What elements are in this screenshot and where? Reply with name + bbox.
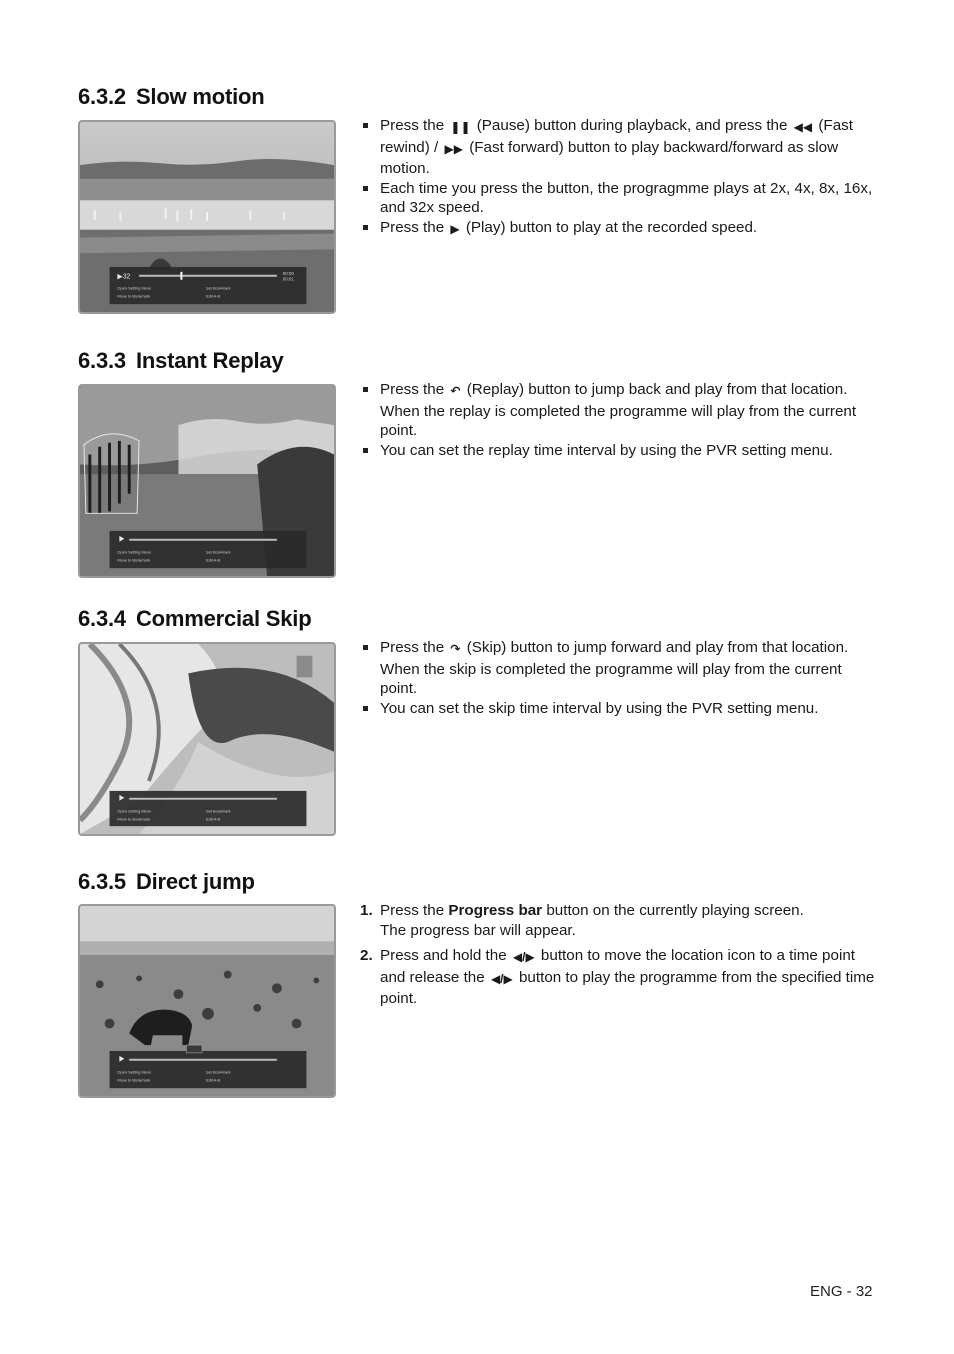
bullet-item: Press the ❚❚ (Pause) button during playback, and press the ◀◀ (Fast rewind) / ▶▶ (Fast forward) button to play backward/forward as slow motion. bbox=[362, 116, 878, 179]
section-title: 6.3.2 Slow motion bbox=[78, 84, 265, 109]
section-direct-jump bbox=[78, 869, 878, 1109]
section-slow-motion bbox=[78, 84, 878, 324]
section-title: 6.3.4 Commercial Skip bbox=[78, 606, 312, 631]
replay-icon: ↶ bbox=[450, 384, 461, 398]
osd-menu-right-1: Set Bookmark bbox=[206, 549, 231, 555]
screenshot-instant-replay bbox=[78, 384, 336, 578]
osd-menu-right-1: Set Bookmark bbox=[206, 808, 231, 814]
progress-bar-label: Progress bar bbox=[448, 902, 543, 919]
section-instant-replay bbox=[78, 348, 878, 588]
osd-menu-right-2: Edit A-B bbox=[206, 1077, 221, 1083]
section-commercial-skip bbox=[78, 606, 878, 846]
osd-menu-left-1: Open Setting Menu bbox=[117, 549, 152, 555]
bullet-item: You can set the replay time interval by using the PVR setting menu. bbox=[362, 441, 878, 461]
bullet-item: Each time you press the button, the progragmme plays at 2x, 4x, 8x, 16x, and 32x speed. bbox=[362, 179, 878, 218]
left-right-arrow-icon: ◀/▶ bbox=[512, 950, 535, 964]
osd-menu-right-1: Set Bookmark bbox=[206, 285, 231, 291]
section-body bbox=[362, 638, 878, 718]
pause-icon: ❚❚ bbox=[450, 120, 471, 134]
section-title: 6.3.5 Direct jump bbox=[78, 869, 255, 894]
osd-speed: ▶32 bbox=[117, 273, 131, 281]
osd-menu-left-1: Open Setting Menu bbox=[117, 285, 152, 291]
fast-forward-icon: ▶▶ bbox=[444, 141, 463, 156]
section-body bbox=[362, 380, 878, 460]
section-body bbox=[362, 116, 878, 239]
page-number: ENG - 32 bbox=[810, 1283, 873, 1300]
left-right-arrow-icon: ◀/▶ bbox=[490, 971, 513, 986]
osd-menu-left-2: Move to Bookmark bbox=[117, 1077, 151, 1083]
play-icon: ▶ bbox=[450, 221, 460, 236]
bullet-item: Press the ↷ (Skip) button to jump forward and play from that location. When the skip is completed the programme will play from the current point. bbox=[362, 638, 878, 699]
osd-time-a: 00:00 bbox=[282, 270, 294, 276]
osd-menu-left-2: Move to Bookmark bbox=[117, 293, 151, 299]
osd-menu-left-2: Move to Bookmark bbox=[117, 557, 151, 563]
osd-menu-left-1: Open Setting Menu bbox=[117, 1069, 152, 1075]
section-title: 6.3.3 Instant Replay bbox=[78, 348, 284, 373]
section-body bbox=[362, 901, 878, 1015]
bullet-item: Press the ▶ (Play) button to play at the recorded speed. bbox=[362, 218, 878, 240]
step-number: 1. bbox=[360, 902, 373, 919]
osd-menu-right-2: Edit A-B bbox=[206, 293, 221, 299]
bullet-item: You can set the skip time interval by using the PVR setting menu. bbox=[362, 699, 878, 719]
osd-time-b: 00:01 bbox=[282, 276, 294, 282]
step-item: 1. Press the Progress bar button on the currently playing screen. The progress bar will appear. bbox=[360, 902, 804, 939]
osd-menu-right-2: Edit A-B bbox=[206, 557, 221, 563]
osd-menu-right-2: Edit A-B bbox=[206, 816, 221, 822]
skip-icon: ↷ bbox=[450, 642, 461, 656]
step-item: 2. Press and hold the ◀/▶ button to move the location icon to a time point and release the ◀/▶ button to play the programme from the specified time point. bbox=[360, 947, 875, 1007]
screenshot-commercial-skip bbox=[78, 642, 336, 836]
fast-rewind-icon: ◀◀ bbox=[793, 120, 813, 134]
bullet-item: Press the ↶ (Replay) button to jump back and play from that location. When the replay is completed the programme will play from the current point. bbox=[362, 380, 878, 441]
osd-menu-right-1: Set Bookmark bbox=[206, 1069, 231, 1075]
osd-menu-left-1: Open Setting Menu bbox=[117, 808, 152, 814]
osd-menu-left-2: Move to Bookmark bbox=[117, 816, 151, 822]
screenshot-direct-jump bbox=[78, 904, 336, 1098]
screenshot-slow-motion bbox=[78, 120, 336, 314]
step-number: 2. bbox=[360, 947, 373, 964]
